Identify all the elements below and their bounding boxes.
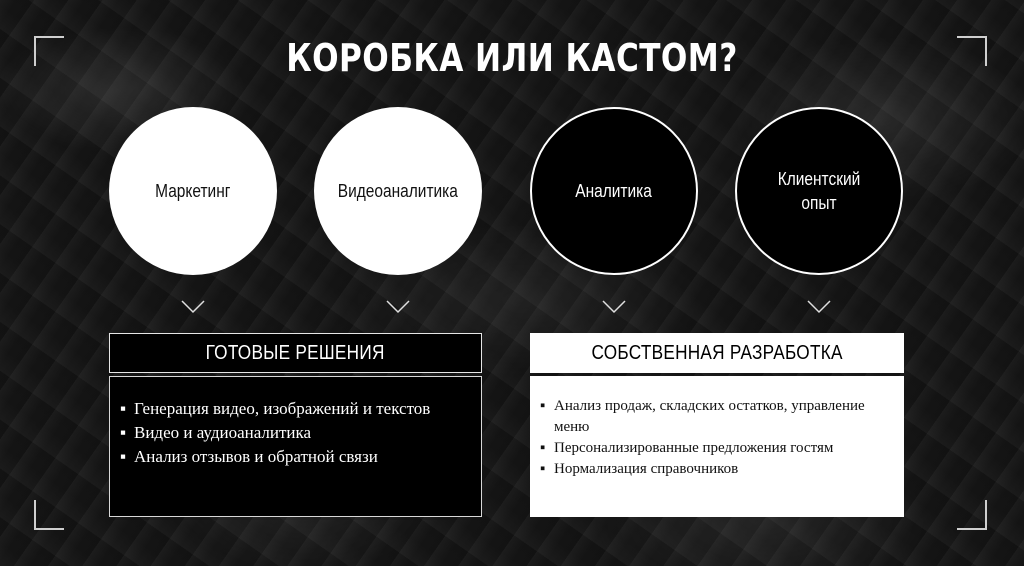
corner-bracket-icon	[957, 36, 987, 66]
chevron-down-icon	[181, 300, 205, 314]
circle-label: Аналитика	[575, 181, 653, 201]
list-item: ▪ Персонализированные предложения гостям	[540, 438, 888, 459]
circle-label: Клиентский опыт	[777, 169, 861, 213]
list-item: ▪ Генерация видео, изображений и текстов	[120, 397, 465, 421]
circle-client-experience	[735, 107, 903, 275]
chevron-down-icon	[602, 300, 626, 314]
corner-bracket-icon	[34, 36, 64, 66]
list-item: ▪ Видео и аудиоаналитика	[120, 421, 465, 445]
custom-development-list	[530, 376, 904, 517]
panel-header-label: ГОТОВЫЕ РЕШЕНИЯ	[205, 341, 386, 364]
list-item: ▪ Нормализация справочников	[540, 459, 888, 480]
chevron-down-icon	[807, 300, 831, 314]
circle-label: Видеоаналитика	[337, 181, 459, 201]
ready-solutions-list	[109, 376, 482, 517]
panel-header-label: СОБСТВЕННАЯ РАЗРАБОТКА	[591, 341, 843, 364]
corner-bracket-icon	[957, 500, 987, 530]
circle-label: Маркетинг	[155, 181, 231, 201]
custom-development-header	[530, 333, 904, 373]
circle-video-analytics	[314, 107, 482, 275]
chevron-down-icon	[386, 300, 410, 314]
ready-solutions-header	[109, 333, 482, 373]
slide-title: КОРОБКА ИЛИ КАСТОМ?	[286, 36, 738, 80]
list-item: ▪ Анализ отзывов и обратной связи	[120, 445, 465, 469]
circle-analytics	[530, 107, 698, 275]
circle-marketing	[109, 107, 277, 275]
corner-bracket-icon	[34, 500, 64, 530]
list-item: ▪ Анализ продаж, складских остатков, управление меню	[540, 396, 888, 438]
